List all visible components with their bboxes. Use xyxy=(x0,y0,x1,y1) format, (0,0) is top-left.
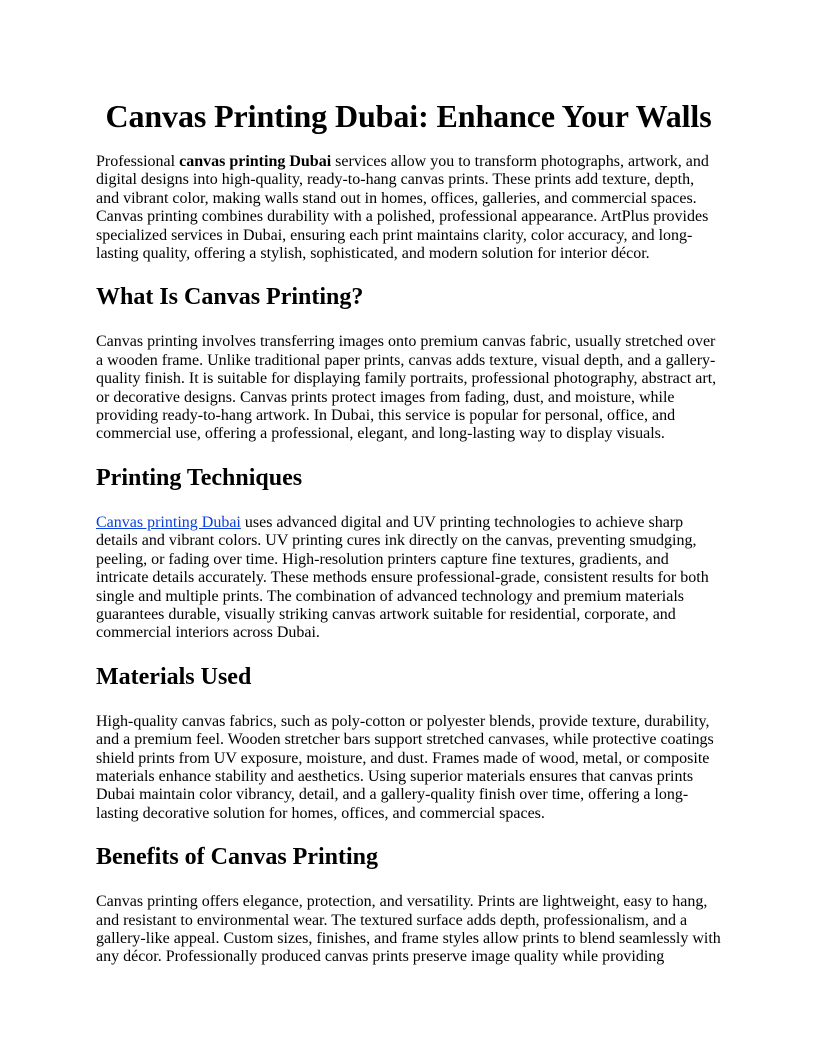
intro-paragraph xyxy=(96,153,721,263)
canvas-printing-dubai-link[interactable]: Canvas printing Dubai xyxy=(96,513,241,531)
section-body-benefits: Canvas printing offers elegance, protection, and versatility. Prints are lightweight, easy to hang, and resistant to environmental wear. The textured surface adds depth, professionalism, and a gallery-like appeal. Custom sizes, finishes, and frame styles allow prints to blend seamlessly with any décor. Professionally produced canvas prints preserve image quality while providing xyxy=(96,893,721,966)
intro-lead-text: Professional xyxy=(96,153,180,170)
techniques-body-text: uses advanced digital and UV printing technologies to achieve sharp details and vibrant colors. UV printing cures ink directly on the canvas, preventing smudging, peeling, or fading over time. High-resolution printers capture fine textures, gradients, and intricate details accurately. These methods ensure professional-grade, consistent results for both single and multiple prints. The combination of advanced technology and premium materials guarantees durable, visually striking canvas artwork suitable for residential, corporate, and commercial interiors across Dubai. xyxy=(96,513,709,642)
section-heading-materials: Materials Used xyxy=(96,663,252,690)
document-page xyxy=(96,96,721,967)
intro-body-text: services allow you to transform photographs, artwork, and digital designs into high-quality, ready-to-hang canvas prints. These prints add texture, depth, and vibrant color, making walls stand out in homes, offices, galleries, and commercial spaces. Canvas printing combines durability with a polished, professional appearance. ArtPlus provides specialized services in Dubai, ensuring each print maintains clarity, color accuracy, and long-lasting quality, offering a stylish, sophisticated, and modern solution for interior décor. xyxy=(96,153,709,263)
section-body-what-is: Canvas printing involves transferring images onto premium canvas fabric, usually stretched over a wooden frame. Unlike traditional paper prints, canvas adds texture, visual depth, and a gallery-quality finish. It is suitable for displaying family portraits, professional photography, abstract art, or decorative designs. Canvas prints protect images from fading, dust, and moisture, while providing ready-to-hang artwork. In Dubai, this service is popular for personal, office, and commercial use, offering a professional, elegant, and long-lasting way to display visuals. xyxy=(96,333,717,443)
section-heading-what-is: What Is Canvas Printing? xyxy=(96,284,364,311)
section-heading-techniques: Printing Techniques xyxy=(96,464,303,491)
section-heading-benefits: Benefits of Canvas Printing xyxy=(96,844,378,871)
section-body-materials: High-quality canvas fabrics, such as poly-cotton or polyester blends, provide texture, durability, and a premium feel. Wooden stretcher bars support stretched canvases, while protective coatings shield prints from UV exposure, moisture, and dust. Frames made of wood, metal, or composite materials enhance stability and aesthetics. Using superior materials ensures that canvas prints Dubai maintain color vibrancy, detail, and a gallery-quality finish over time, offering a long-lasting decorative solution for homes, offices, and commercial spaces. xyxy=(96,712,714,822)
section-body-techniques xyxy=(96,514,721,643)
intro-bold-keyword: canvas printing Dubai xyxy=(179,153,332,170)
page-title: Canvas Printing Dubai: Enhance Your Walls xyxy=(105,98,712,134)
